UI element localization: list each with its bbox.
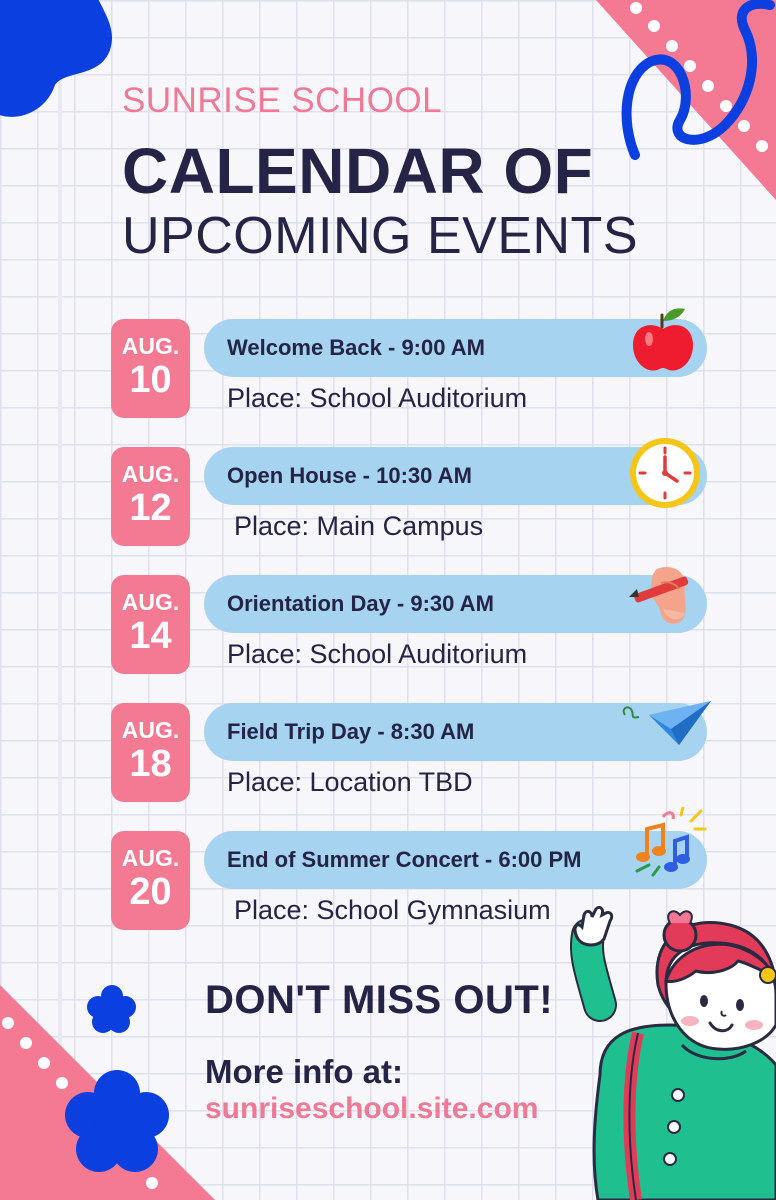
date-badge bbox=[111, 831, 190, 930]
date-day: 12 bbox=[129, 487, 172, 529]
date-month: AUG. bbox=[121, 589, 180, 615]
event-title: Orientation Day - 9:30 AM bbox=[227, 591, 494, 616]
blue-flower-decoration bbox=[0, 0, 120, 130]
waving-girl-illustration bbox=[570, 905, 776, 1200]
paper-plane-icon bbox=[619, 699, 713, 751]
school-name: SUNRISE SCHOOL bbox=[122, 81, 443, 120]
more-info-label: More info at: bbox=[205, 1053, 403, 1090]
date-month: AUG. bbox=[121, 717, 180, 743]
event-item bbox=[111, 575, 731, 675]
event-title: Open House - 10:30 AM bbox=[227, 463, 472, 488]
event-place: Place: Location TBD bbox=[227, 767, 473, 797]
date-badge bbox=[111, 575, 190, 674]
page-title-line2: UPCOMING EVENTS bbox=[122, 207, 638, 265]
clock-icon bbox=[627, 435, 703, 511]
small-blue-flower bbox=[86, 983, 138, 1035]
header bbox=[122, 78, 638, 266]
date-badge bbox=[111, 447, 190, 546]
date-day: 18 bbox=[129, 743, 172, 785]
date-badge bbox=[111, 319, 190, 418]
event-place: Place: School Gymnasium bbox=[234, 895, 551, 925]
music-notes-icon bbox=[633, 807, 707, 879]
website-link[interactable]: sunriseschool.site.com bbox=[205, 1092, 539, 1125]
event-item bbox=[111, 447, 731, 547]
large-blue-flower bbox=[62, 1068, 172, 1178]
date-day: 10 bbox=[129, 359, 172, 401]
date-month: AUG. bbox=[121, 461, 180, 487]
event-title: End of Summer Concert - 6:00 PM bbox=[227, 847, 582, 872]
apple-icon bbox=[631, 307, 695, 373]
call-to-action: DON'T MISS OUT! bbox=[205, 978, 554, 1022]
date-badge bbox=[111, 703, 190, 802]
event-title: Welcome Back - 9:00 AM bbox=[227, 335, 485, 360]
page-title-line1: CALENDAR OF bbox=[122, 135, 594, 207]
event-item bbox=[111, 319, 731, 419]
date-day: 20 bbox=[129, 871, 172, 913]
date-month: AUG. bbox=[121, 333, 180, 359]
event-title: Field Trip Day - 8:30 AM bbox=[227, 719, 475, 744]
event-place: Place: School Auditorium bbox=[227, 639, 528, 669]
event-item bbox=[111, 703, 731, 803]
event-place: Place: School Auditorium bbox=[227, 383, 528, 413]
date-day: 14 bbox=[129, 615, 172, 657]
event-place: Place: Main Campus bbox=[234, 511, 484, 541]
hand-pencil-icon bbox=[627, 563, 707, 629]
date-month: AUG. bbox=[121, 845, 180, 871]
